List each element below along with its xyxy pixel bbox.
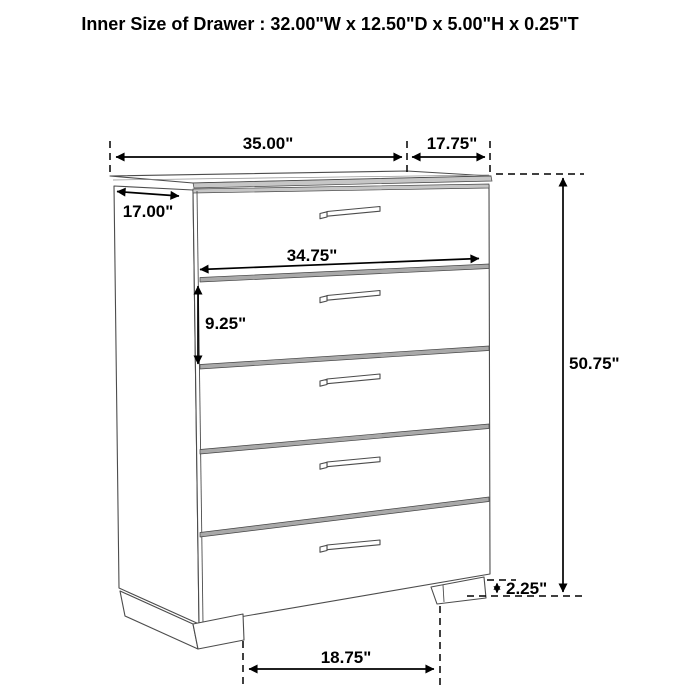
dimension-label-base-height: 2.25" xyxy=(506,579,548,598)
dimension-label-drawer-height: 9.25" xyxy=(205,314,247,333)
handle-end-cap xyxy=(320,212,327,219)
dimension-label-top-width: 35.00" xyxy=(242,134,294,153)
chest-side-panel xyxy=(114,186,199,624)
dimension-label-front-width: 34.75" xyxy=(286,246,338,265)
dimension-label-overall-height: 50.75" xyxy=(569,354,620,373)
handle-end-cap xyxy=(320,462,327,469)
handle-end-cap xyxy=(320,545,327,552)
chest-drawing xyxy=(110,171,492,649)
chest-front-face xyxy=(193,185,490,624)
handle-end-cap xyxy=(320,379,327,386)
handle-end-cap xyxy=(320,296,327,303)
dimension-label-top-depth: 17.75" xyxy=(426,134,478,153)
page-title: Inner Size of Drawer : 32.00"W x 12.50"D x 5.00"H x 0.25"T xyxy=(81,14,579,34)
dimension-label-leg-spacing: 18.75" xyxy=(320,648,372,667)
dimension-label-side-depth: 17.00" xyxy=(122,202,174,221)
